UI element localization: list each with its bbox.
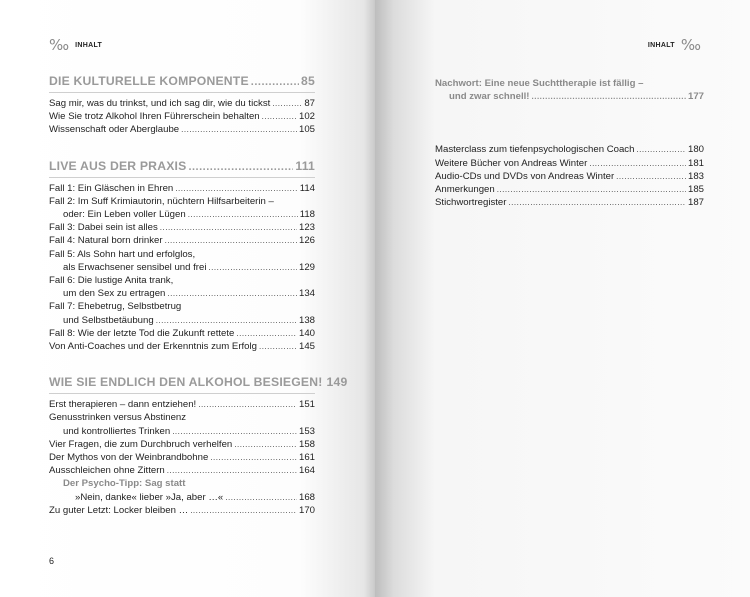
toc-entry-line2: als Erwachsener sensibel und frei ..... 129 [49,261,315,274]
toc-entry: Fall 4: Natural born drinker ..... 126 [49,234,315,247]
toc-entry: Wie Sie trotz Alkohol Ihren Führerschein behalten ..... 102 [49,110,315,123]
toc-entry-line1: Fall 6: Die lustige Anita trank, [49,275,174,287]
toc-entry: Ausschleichen ohne Zittern ..... 164 [49,464,315,477]
nachwort-line2: und zwar schnell! ..... 177 [435,90,704,103]
toc-entry-line2: oder: Ein Leben voller Lügen ..... 118 [49,208,315,221]
section-heading [49,375,348,394]
toc-entry: Weitere Bücher von Andreas Winter ..... 181 [435,157,704,170]
toc-entry-line1: Fall 2: Im Suff Krimiautorin, nüchtern Hilfsarbeiterin – [49,195,274,207]
page-number: 6 [49,556,55,566]
toc-entry: Fall 3: Dabei sein ist alles ..... 123 [49,221,315,234]
dot-leader [188,160,293,175]
toc-entry: Audio-CDs und DVDs von Andreas Winter ..... 183 [435,170,704,183]
toc-entry-line1: Genusstrinken versus Abstinenz [49,412,187,424]
toc-entry-line2: und Selbstbetäubung ..... 138 [49,314,315,327]
section-title: WIE SIE ENDLICH DEN ALKOHOL BESIEGEN! [49,375,323,390]
toc-entry: Masterclass zum tiefenpsychologischen Coach ..... 180 [435,143,704,156]
toc-entry: Wissenschaft oder Aberglaube ..... 105 [49,123,315,136]
toc-entry: Vier Fragen, die zum Durchbruch verhelfen ..... 158 [49,438,315,451]
toc-entry: Von Anti-Coaches und der Erkenntnis zum Erfolg ..... 145 [49,340,315,353]
left-running-header [49,38,102,53]
section-title: DIE KULTURELLE KOMPONENTE [49,74,249,88]
section-page: 85 [301,74,315,88]
section-title: LIVE AUS DER PRAXIS [49,158,187,173]
dot-leader [251,75,299,90]
toc-entry-line1: Fall 7: Ehebetrug, Selbstbetrug [49,301,182,313]
toc-entry: Erst therapieren – dann entziehen! ..... 151 [49,398,315,411]
toc-entry: Sag mir, was du trinkst, und ich sag dir, wie du tickst ..... 87 [49,97,315,110]
toc-entry: Zu guter Letzt: Locker bleiben … ..... 170 [49,504,315,517]
toc-entry: Der Mythos von der Weinbrandbohne ..... 161 [49,451,315,464]
toc-entry-line1: Fall 5: Als Sohn hart und erfolglos, [49,248,196,260]
toc-entry-line2: und kontrolliertes Trinken ..... 153 [49,425,315,438]
section-heading [49,159,315,178]
left-toc [49,74,348,517]
permille-icon: ‰ [680,36,701,54]
psycho-tip-line1: Der Psycho-Tipp: Sag statt [63,478,186,490]
permille-icon: ‰ [49,36,70,54]
header-label: INHALT [647,42,675,49]
header-label: INHALT [75,42,103,49]
psycho-tip-line2: »Nein, danke« lieber »Ja, aber …« ..... 168 [49,491,315,504]
section-heading [49,74,315,93]
section-page: 149 [326,375,348,390]
toc-entry: Fall 1: Ein Gläschen in Ehren ..... 114 [49,182,315,195]
nachwort-line1: Nachwort: Eine neue Suchttherapie ist fällig – [435,78,644,89]
toc-entry: Anmerkungen ..... 185 [435,183,704,196]
toc-entry: Stichwortregister ..... 187 [435,196,704,209]
section-page: 111 [295,158,315,173]
right-page [375,0,750,597]
toc-entry: Fall 8: Wie der letzte Tod die Zukunft rettete ..... 140 [49,327,315,340]
toc-entry-line2: um den Sex zu ertragen ..... 134 [49,287,315,300]
right-running-header [648,38,701,53]
right-toc [435,77,704,209]
